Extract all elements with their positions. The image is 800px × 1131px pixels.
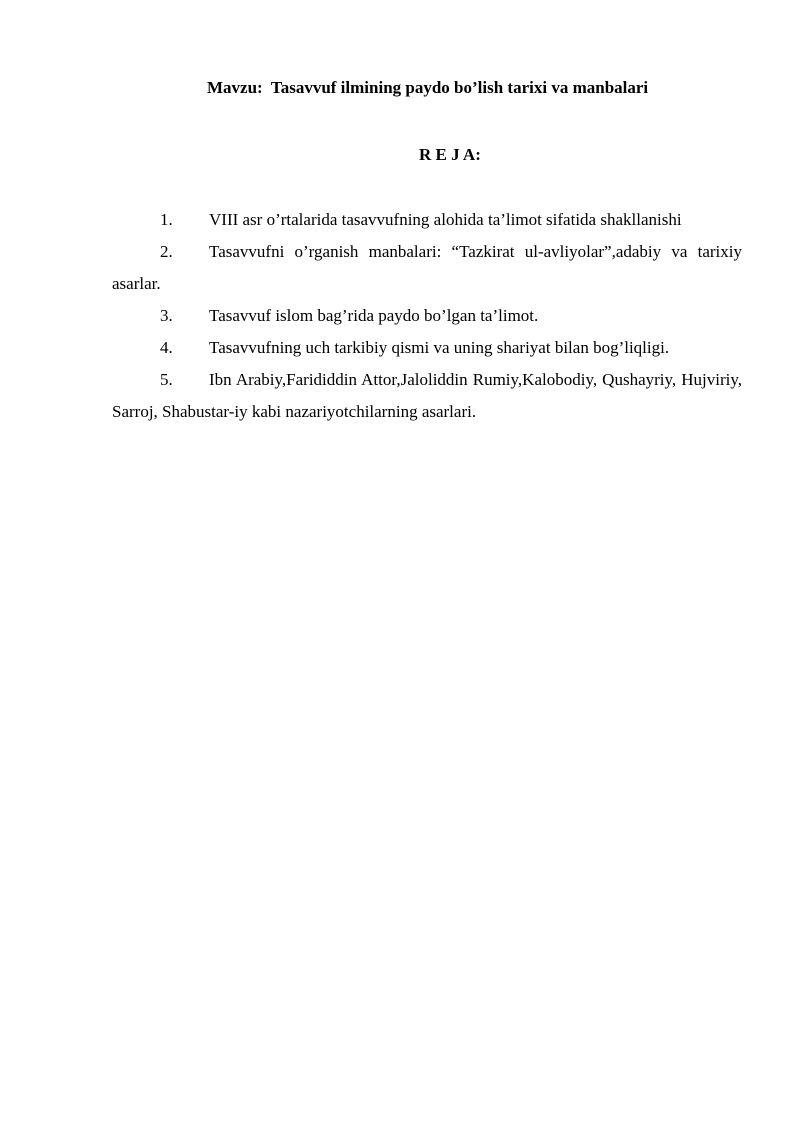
plan-item bbox=[112, 236, 742, 300]
plan-item-number: 5. bbox=[160, 370, 173, 389]
plan-item-text: VIII asr o’rtalarida tasavvufning alohida ta’limot sifatida shakllanishi bbox=[209, 210, 682, 229]
title-text: Tasavvuf ilmining paydo bo’lish tarixi va manbalari bbox=[270, 78, 649, 97]
plan-item bbox=[112, 332, 742, 364]
document-title bbox=[207, 76, 648, 100]
plan-list bbox=[112, 204, 742, 428]
plan-item-number: 1. bbox=[160, 210, 173, 229]
plan-item-text: Ibn Arabiy,Farididdin Attor,Jaloliddin Rumiy,Kalobodiy, Qushayriy, Hujviriy, Sarroj, Shabustar-iy kabi nazariyotchilarning asarlari. bbox=[112, 370, 742, 421]
title-label: Mavzu: bbox=[207, 78, 263, 97]
plan-item-number: 3. bbox=[160, 306, 173, 325]
plan-item bbox=[112, 204, 742, 236]
plan-heading: R E J A: bbox=[419, 145, 481, 164]
plan-item bbox=[112, 300, 742, 332]
plan-item-text: Tasavvufning uch tarkibiy qismi va uning shariyat bilan bog’liqligi. bbox=[209, 338, 670, 357]
plan-item-text: Tasavvufni o’rganish manbalari: “Tazkirat ul-avliyolar”,adabiy va tarixiy asarlar. bbox=[112, 242, 742, 293]
plan-item-number: 4. bbox=[160, 338, 173, 357]
plan-item-text: Tasavvuf islom bag’rida paydo bo’lgan ta’limot. bbox=[209, 306, 539, 325]
plan-item bbox=[112, 364, 742, 428]
plan-item-number: 2. bbox=[160, 242, 173, 261]
